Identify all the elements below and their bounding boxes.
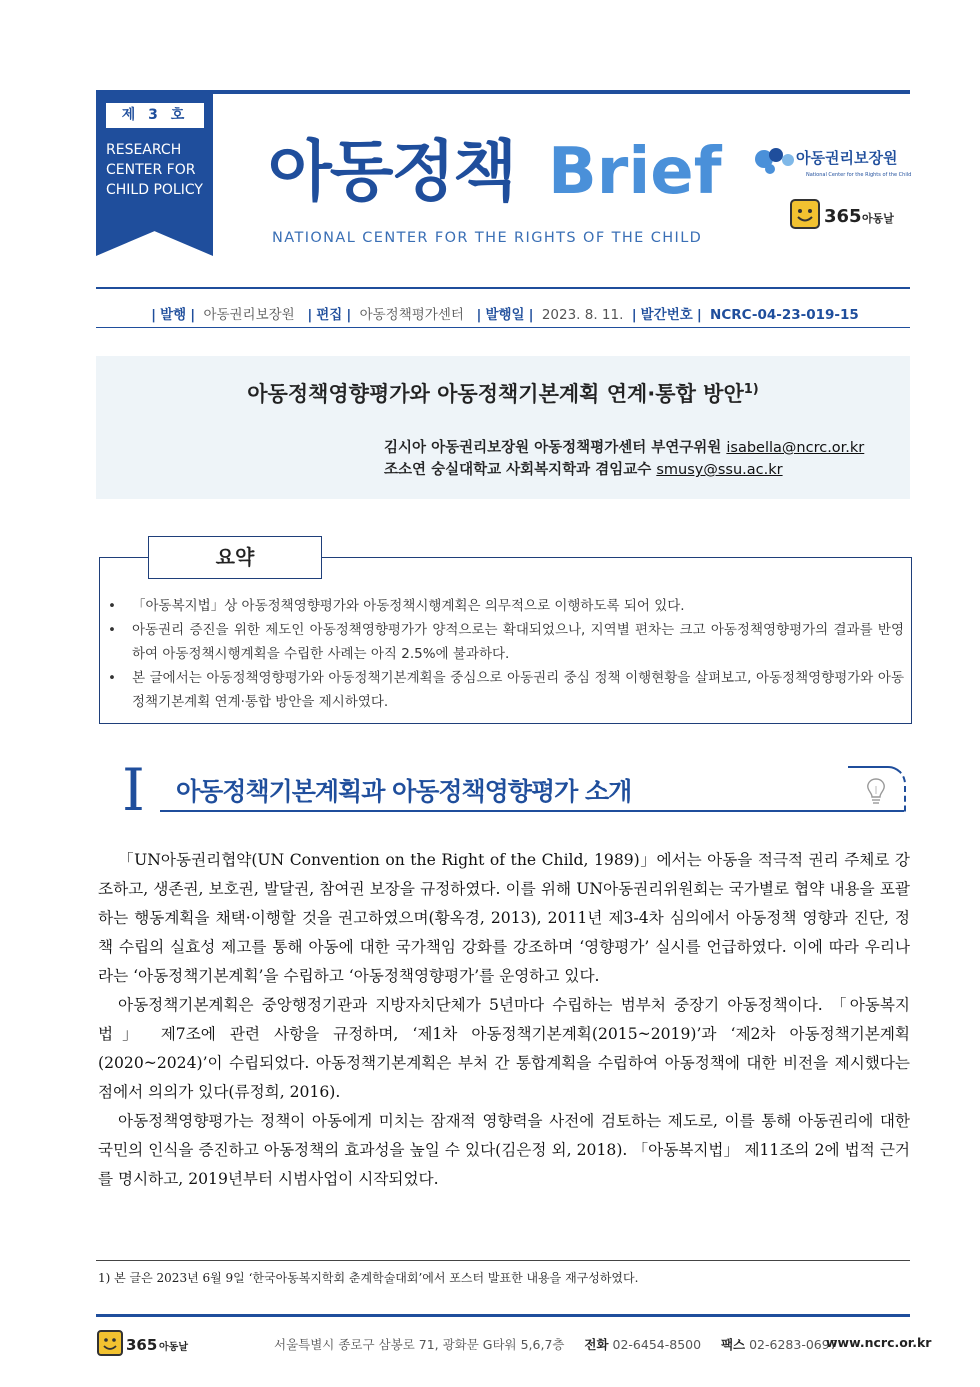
ribbon-line: CHILD POLICY <box>106 182 203 198</box>
body-paragraph: 아동정책기본계획은 중앙행정기관과 지방자치단체가 5년마다 수립하는 범부처 중장기 아동정책이다. 「아동복지법」 제7조에 관련 사항을 규정하며, ‘제1차 아동정책기본계획(2015~2019)’과 ‘제2차 아동정책기본계획(2020~2024)’이 수립되었다. 아동정책기본계획은 부처 간 통합계획을 수립하여 아동정책에 대한 비전을 제시했다는 점에서 의의가 있다(류정희, 2016). <box>98 996 910 1101</box>
body-paragraph: 아동정책영향평가는 정책이 아동에게 미치는 잠재적 영향력을 사전에 검토하는 제도로, 이를 통해 아동권리에 대한 국민의 인식을 증진하고 아동정책의 효과성을 높일 수 있다(김은정 외, 2018). 「아동복지법」 제11조의 2에 법적 근거를 명시하고, 2019년부터 시범사업이 시작되었다. <box>98 1112 910 1188</box>
phone-value: 02-6454-8500 <box>612 1337 702 1352</box>
footnote-text: 1) 본 글은 2023년 6월 9일 ‘한국아동복지학회 춘계학술대회’에서 포스터 발표한 내용을 재구성하였다. <box>98 1271 639 1285</box>
issue-number: 제 3 호 <box>106 103 204 128</box>
article-title <box>96 378 910 408</box>
bullet-icon: • <box>108 598 116 614</box>
bullet-icon: • <box>108 622 116 638</box>
ribbon-line: RESEARCH <box>106 142 182 158</box>
date-value: 2023. 8. 11. <box>541 307 624 323</box>
editor-label: 편집 <box>316 307 343 323</box>
summary-label: 요약 <box>148 536 322 579</box>
section-underline <box>160 810 904 812</box>
summary-list <box>108 594 904 714</box>
ribbon-text <box>106 140 216 200</box>
publication-title-english: Brief <box>548 135 722 209</box>
author-email-link[interactable]: isabella@ncrc.or.kr <box>726 440 865 456</box>
day-365-logo-text: 아동날 <box>862 212 894 225</box>
date-label: 발행일 <box>485 307 525 323</box>
footnote-mark[interactable]: 1) <box>743 382 759 397</box>
publication-subtitle: NATIONAL CENTER FOR THE RIGHTS OF THE CHILD <box>272 230 703 246</box>
author-line <box>384 436 864 457</box>
day-365-logo <box>790 196 910 232</box>
author-email-link[interactable]: smusy@ssu.ac.kr <box>656 462 783 478</box>
article-body <box>98 846 910 1194</box>
summary-item-text: 아동권리 증진을 위한 제도인 아동정책영향평가가 양적으로는 확대되었으나, 지역별 편차는 크고 아동정책영향평가의 결과를 반영하여 아동정책시행계획을 수립한 사례는 아직 2.5%에 불과하다. <box>132 622 904 662</box>
summary-item-text: 「아동복지법」상 아동정책영향평가와 아동정책시행계획은 의무적으로 이행하도록 되어 있다. <box>132 598 685 614</box>
author-line <box>384 458 783 479</box>
bullet-icon: • <box>108 670 116 686</box>
ncrc-logo-name: 아동권리보장원 <box>796 149 898 167</box>
footer-contact <box>274 1335 838 1353</box>
publication-title-korean: 아동정책 <box>268 133 516 210</box>
number-value: NCRC-04-23-019-15 <box>710 307 859 323</box>
publisher-value: 아동권리보장원 <box>203 307 295 323</box>
footer-address: 서울특별시 종로구 삼봉로 71, 광화문 G타워 5,6,7층 <box>274 1337 565 1352</box>
meta-divider <box>96 327 910 328</box>
editor-value: 아동정책평가센터 <box>359 307 464 323</box>
publication-meta: | 발행 | 아동권리보장원 | 편집 | 아동정책평가센터 | 발행일 | 2023. 8. 11. | 발간번호 | NCRC-04-23-019-15 <box>151 307 859 323</box>
fax-label: 팩스 <box>720 1337 746 1352</box>
summary-item <box>108 618 904 666</box>
ribbon-line: CENTER FOR <box>106 162 196 178</box>
author-info: 김시아 아동권리보장원 아동정책평가센터 부연구위원 <box>384 440 722 456</box>
footer-365-logo <box>97 1328 207 1358</box>
ncrc-logo-subtext: National Center for the Rights of the Child <box>806 172 912 178</box>
section-title: 아동정책기본계획과 아동정책영향평가 소개 <box>176 777 632 806</box>
summary-item <box>108 594 904 618</box>
footer-rule <box>96 1314 910 1317</box>
phone-label: 전화 <box>584 1337 609 1352</box>
footnote-divider <box>96 1260 910 1261</box>
number-label: 발간번호 <box>640 307 693 323</box>
day-365-logo-number: 365 <box>824 206 862 227</box>
header-divider <box>96 287 910 289</box>
header-top-rule <box>96 90 910 94</box>
summary-item-text: 본 글에서는 아동정책영향평가와 아동정책기본계획을 중심으로 아동권리 중심 정책 이행현황을 살펴보고, 아동정책영향평가와 아동정책기본계획 연계·통합 방안을 제시하였다. <box>132 670 904 710</box>
body-paragraph: 「UN아동권리협약(UN Convention on the Right of the Child, 1989)」에서는 아동을 적극적 권리 주체로 강조하고, 생존권, 보호권, 발달권, 참여권 보장을 규정하였다. 이를 위해 UN아동권리위원회는 국가별로 협약 내용을 포괄하는 행동계획을 채택·이행할 것을 권고하였으며(황옥경, 2013), 2011년 제3-4차 심의에서 아동정책 영향과 진단, 정책 수립의 실효성 제고를 통해 아동에 대한 국가책임 강화를 강조하며 ‘영향평가’ 실시를 언급하였다. 이에 따라 우리나라는 ‘아동정책기본계획’을 수립하고 ‘아동정책영향평가’를 운영하고 있다. <box>98 851 910 985</box>
footer-website-link[interactable]: www.ncrc.or.kr <box>826 1335 932 1350</box>
section-number: I <box>122 756 145 824</box>
article-title-text: 아동정책영향평가와 아동정책기본계획 연계·통합 방안 <box>247 382 744 406</box>
summary-item <box>108 666 904 714</box>
author-info: 조소연 숭실대학교 사회복지학과 겸임교수 <box>384 462 652 478</box>
fax-value: 02-6283-0697 <box>749 1337 838 1352</box>
lightbulb-icon <box>862 776 890 806</box>
publisher-label: 발행 <box>160 307 187 323</box>
footer-365-logo-number: 365 <box>126 1336 158 1354</box>
footer-365-logo-text: 아동날 <box>159 1342 188 1353</box>
ncrc-logo <box>752 143 912 183</box>
